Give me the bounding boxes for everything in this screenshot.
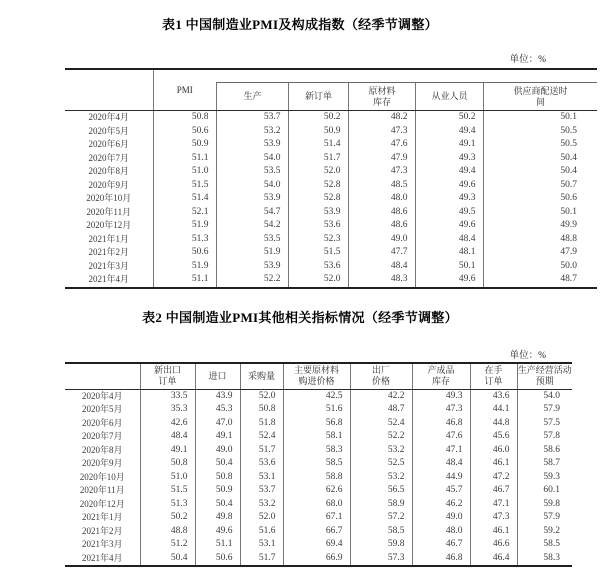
value-cell: 46.4 <box>470 552 517 567</box>
value-cell: 46.6 <box>470 538 517 552</box>
value-cell: 46.1 <box>470 525 517 539</box>
row-label: 2020年7月 <box>81 431 123 441</box>
value-cell: 57.9 <box>517 403 572 417</box>
value-cell: 57.9 <box>517 511 572 525</box>
value-cell: 52.4 <box>240 430 283 444</box>
table2-container <box>65 362 572 567</box>
value-cell: 50.4 <box>483 165 597 179</box>
value-cell: 47.1 <box>470 498 517 512</box>
value-cell: 48.0 <box>412 525 470 539</box>
table-row <box>65 484 572 498</box>
value-cell: 53.1 <box>240 538 283 552</box>
value-cell: 48.7 <box>350 403 412 417</box>
table1-header <box>65 69 597 111</box>
value-cell: 53.5 <box>216 165 288 179</box>
table-row <box>65 233 597 247</box>
value-cell: 53.9 <box>288 206 348 220</box>
value-cell: 46.8 <box>412 417 470 431</box>
value-cell: 50.1 <box>483 111 597 125</box>
table-row <box>65 552 572 567</box>
value-cell: 47.2 <box>470 471 517 485</box>
value-cell: 49.6 <box>415 273 483 288</box>
pmi-composition-table <box>65 68 597 289</box>
value-cell: 48.6 <box>348 219 415 233</box>
table-row <box>65 192 597 206</box>
value-cell: 58.7 <box>517 457 572 471</box>
row-label: 2020年11月 <box>86 206 132 217</box>
value-cell: 53.6 <box>288 219 348 233</box>
row-label: 2020年6月 <box>88 139 129 149</box>
row-label: 2020年11月 <box>79 485 125 495</box>
table-row <box>65 471 572 485</box>
value-cell: 47.3 <box>470 511 517 525</box>
value-cell: 45.6 <box>470 430 517 444</box>
value-cell: 42.2 <box>350 389 412 403</box>
value-cell: 51.3 <box>140 498 195 512</box>
value-cell: 59.8 <box>517 498 572 512</box>
col-header <box>65 69 153 111</box>
value-cell: 58.6 <box>517 444 572 458</box>
value-cell: 53.5 <box>216 233 288 247</box>
value-cell: 53.9 <box>216 138 288 152</box>
value-cell: 50.1 <box>483 206 597 220</box>
value-cell: 52.0 <box>240 511 283 525</box>
col-header: 生产经营活动 预期 <box>517 363 572 389</box>
table-row <box>65 498 572 512</box>
value-cell: 45.3 <box>195 403 240 417</box>
row-label: 2020年4月 <box>88 112 129 122</box>
value-cell: 59.3 <box>517 471 572 485</box>
value-cell: 50.9 <box>195 484 240 498</box>
row-label: 2021年2月 <box>88 247 129 257</box>
table-row <box>65 246 597 260</box>
row-label: 2020年5月 <box>81 404 123 414</box>
value-cell: 49.0 <box>195 444 240 458</box>
value-cell: 47.6 <box>348 138 415 152</box>
table-row <box>65 219 597 233</box>
value-cell: 50.2 <box>288 111 348 125</box>
table1-body <box>65 111 597 288</box>
value-cell: 50.9 <box>288 125 348 139</box>
row-label: 2020年12月 <box>86 220 132 230</box>
value-cell: 35.3 <box>140 403 195 417</box>
value-cell: 69.4 <box>283 538 350 552</box>
value-cell: 58.3 <box>517 552 572 567</box>
value-cell: 49.1 <box>195 430 240 444</box>
value-cell: 52.3 <box>288 233 348 247</box>
value-cell: 54.7 <box>216 206 288 220</box>
value-cell: 43.6 <box>470 389 517 403</box>
value-cell: 49.9 <box>483 219 597 233</box>
value-cell: 51.8 <box>240 417 283 431</box>
value-cell: 51.1 <box>153 152 216 166</box>
value-cell: 48.6 <box>348 206 415 220</box>
value-cell: 66.9 <box>283 552 350 567</box>
col-header: 采购量 <box>240 363 283 389</box>
value-cell: 67.1 <box>283 511 350 525</box>
value-cell: 47.6 <box>412 430 470 444</box>
col-header: 在手 订单 <box>470 363 517 389</box>
value-cell: 46.8 <box>412 552 470 567</box>
value-cell: 51.6 <box>240 525 283 539</box>
value-cell: 53.7 <box>216 111 288 125</box>
value-cell: 53.1 <box>240 471 283 485</box>
table-row <box>65 511 572 525</box>
value-cell: 49.4 <box>415 125 483 139</box>
value-cell: 50.8 <box>195 471 240 485</box>
table-row <box>65 273 597 288</box>
row-label: 2021年1月 <box>81 512 123 522</box>
table2-title: 表2 中国制造业PMI其他相关指标情况（经季节调整） <box>142 310 458 325</box>
value-cell: 48.1 <box>415 246 483 260</box>
value-cell: 59.8 <box>350 538 412 552</box>
value-cell: 58.1 <box>283 430 350 444</box>
value-cell: 49.1 <box>140 444 195 458</box>
table-row <box>65 165 597 179</box>
value-cell: 44.8 <box>470 417 517 431</box>
value-cell: 50.1 <box>415 260 483 274</box>
value-cell: 51.0 <box>140 471 195 485</box>
value-cell: 47.9 <box>348 152 415 166</box>
value-cell: 60.1 <box>517 484 572 498</box>
value-cell: 51.6 <box>283 403 350 417</box>
value-cell: 47.3 <box>348 125 415 139</box>
header-row <box>65 69 597 111</box>
value-cell: 53.9 <box>216 192 288 206</box>
table-row <box>65 457 572 471</box>
value-cell: 51.5 <box>153 179 216 193</box>
value-cell: 53.7 <box>240 484 283 498</box>
value-cell: 52.8 <box>288 179 348 193</box>
value-cell: 43.9 <box>195 389 240 403</box>
col-header: 原材料 库存 <box>348 69 415 111</box>
value-cell: 57.5 <box>517 417 572 431</box>
value-cell: 50.8 <box>153 111 216 125</box>
value-cell: 51.5 <box>288 246 348 260</box>
table-row <box>65 111 597 125</box>
row-label: 2020年12月 <box>79 498 125 509</box>
value-cell: 51.9 <box>153 260 216 274</box>
value-cell: 50.4 <box>195 498 240 512</box>
value-cell: 53.2 <box>240 498 283 512</box>
row-label: 2020年8月 <box>88 166 129 176</box>
value-cell: 47.9 <box>483 246 597 260</box>
value-cell: 58.5 <box>350 525 412 539</box>
value-cell: 49.3 <box>415 192 483 206</box>
value-cell: 52.8 <box>288 192 348 206</box>
table1-title: 表1 中国制造业PMI及构成指数（经季节调整） <box>162 17 438 32</box>
table-row <box>65 179 597 193</box>
value-cell: 48.3 <box>348 273 415 288</box>
value-cell: 66.7 <box>283 525 350 539</box>
value-cell: 49.4 <box>415 165 483 179</box>
value-cell: 46.1 <box>470 457 517 471</box>
value-cell: 57.3 <box>350 552 412 567</box>
value-cell: 51.7 <box>240 552 283 567</box>
value-cell: 50.4 <box>195 457 240 471</box>
row-label: 2021年1月 <box>88 233 129 244</box>
value-cell: 52.5 <box>350 457 412 471</box>
table1-unit-label: 单位：% <box>509 55 546 65</box>
value-cell: 50.4 <box>483 152 597 166</box>
value-cell: 53.2 <box>350 444 412 458</box>
value-cell: 52.0 <box>240 389 283 403</box>
value-cell: 54.0 <box>517 389 572 403</box>
table-row <box>65 389 572 403</box>
row-label: 2020年5月 <box>88 125 129 136</box>
value-cell: 50.6 <box>483 192 597 206</box>
row-label: 2020年10月 <box>86 193 132 203</box>
value-cell: 58.9 <box>350 498 412 512</box>
value-cell: 47.1 <box>412 444 470 458</box>
value-cell: 45.7 <box>412 484 470 498</box>
value-cell: 51.7 <box>288 152 348 166</box>
table-row <box>65 417 572 431</box>
value-cell: 54.0 <box>216 179 288 193</box>
value-cell: 50.9 <box>153 138 216 152</box>
value-cell: 50.6 <box>153 246 216 260</box>
value-cell: 52.0 <box>288 165 348 179</box>
row-label: 2020年4月 <box>81 390 123 401</box>
value-cell: 51.7 <box>240 444 283 458</box>
value-cell: 50.7 <box>483 179 597 193</box>
value-cell: 47.0 <box>195 417 240 431</box>
col-header <box>65 363 140 389</box>
value-cell: 51.2 <box>140 538 195 552</box>
value-cell: 51.1 <box>195 538 240 552</box>
value-cell: 51.5 <box>140 484 195 498</box>
value-cell: 56.5 <box>350 484 412 498</box>
value-cell: 51.9 <box>153 219 216 233</box>
col-header: 新订单 <box>288 69 348 111</box>
value-cell: 57.2 <box>350 511 412 525</box>
value-cell: 50.5 <box>483 138 597 152</box>
value-cell: 46.7 <box>412 538 470 552</box>
value-cell: 46.7 <box>470 484 517 498</box>
value-cell: 58.3 <box>283 444 350 458</box>
col-header: 出厂 价格 <box>350 363 412 389</box>
row-label: 2020年9月 <box>88 179 129 190</box>
value-cell: 48.4 <box>140 430 195 444</box>
value-cell: 49.3 <box>415 152 483 166</box>
value-cell: 58.8 <box>283 471 350 485</box>
table-row <box>65 538 572 552</box>
col-header: 新出口 订单 <box>140 363 195 389</box>
value-cell: 52.4 <box>350 417 412 431</box>
value-cell: 44.1 <box>470 403 517 417</box>
value-cell: 51.3 <box>153 233 216 247</box>
table-row <box>65 206 597 220</box>
value-cell: 54.0 <box>216 152 288 166</box>
value-cell: 49.0 <box>348 233 415 247</box>
value-cell: 53.9 <box>216 260 288 274</box>
value-cell: 49.6 <box>415 219 483 233</box>
value-cell: 56.8 <box>283 417 350 431</box>
table2-header <box>65 363 572 389</box>
value-cell: 51.0 <box>153 165 216 179</box>
value-cell: 49.6 <box>195 525 240 539</box>
value-cell: 50.2 <box>140 511 195 525</box>
value-cell: 50.8 <box>240 403 283 417</box>
value-cell: 48.0 <box>348 192 415 206</box>
row-label: 2020年8月 <box>81 444 123 455</box>
value-cell: 50.4 <box>140 552 195 567</box>
table1-container <box>65 68 597 289</box>
value-cell: 48.2 <box>348 111 415 125</box>
value-cell: 50.0 <box>483 260 597 274</box>
value-cell: 58.5 <box>517 538 572 552</box>
value-cell: 42.6 <box>140 417 195 431</box>
col-header: 生产 <box>216 69 288 111</box>
table-row <box>65 430 572 444</box>
row-label: 2021年2月 <box>81 525 123 536</box>
table-row <box>65 125 597 139</box>
value-cell: 51.4 <box>288 138 348 152</box>
col-header: 从业人员 <box>415 69 483 111</box>
value-cell: 44.9 <box>412 471 470 485</box>
table-row <box>65 444 572 458</box>
col-header: PMI <box>153 69 216 111</box>
row-label: 2020年10月 <box>79 471 125 482</box>
value-cell: 48.4 <box>415 233 483 247</box>
row-label: 2021年4月 <box>81 552 123 563</box>
table2-body <box>65 389 572 566</box>
value-cell: 49.5 <box>415 206 483 220</box>
value-cell: 59.2 <box>517 525 572 539</box>
value-cell: 52.0 <box>288 273 348 288</box>
row-label: 2021年3月 <box>81 539 123 549</box>
value-cell: 42.5 <box>283 389 350 403</box>
value-cell: 46.0 <box>470 444 517 458</box>
row-label: 2020年9月 <box>81 458 123 468</box>
col-header: 供应商配送时 间 <box>483 69 597 111</box>
col-header: 主要原材料 购进价格 <box>283 363 350 389</box>
value-cell: 53.6 <box>240 457 283 471</box>
value-cell: 49.0 <box>412 511 470 525</box>
value-cell: 50.6 <box>195 552 240 567</box>
value-cell: 48.4 <box>412 457 470 471</box>
value-cell: 53.2 <box>216 125 288 139</box>
value-cell: 52.1 <box>153 206 216 220</box>
value-cell: 50.6 <box>153 125 216 139</box>
value-cell: 52.2 <box>350 430 412 444</box>
value-cell: 57.8 <box>517 430 572 444</box>
row-label: 2020年7月 <box>88 152 129 163</box>
value-cell: 53.2 <box>350 471 412 485</box>
row-label: 2021年3月 <box>88 260 129 271</box>
col-header: 进口 <box>195 363 240 389</box>
value-cell: 49.6 <box>415 179 483 193</box>
value-cell: 51.9 <box>216 246 288 260</box>
value-cell: 52.2 <box>216 273 288 288</box>
value-cell: 48.8 <box>483 233 597 247</box>
value-cell: 51.1 <box>153 273 216 288</box>
table-row <box>65 152 597 166</box>
value-cell: 50.5 <box>483 125 597 139</box>
value-cell: 50.2 <box>415 111 483 125</box>
value-cell: 53.6 <box>288 260 348 274</box>
value-cell: 48.8 <box>140 525 195 539</box>
value-cell: 68.0 <box>283 498 350 512</box>
value-cell: 33.5 <box>140 389 195 403</box>
value-cell: 49.1 <box>415 138 483 152</box>
value-cell: 48.4 <box>348 260 415 274</box>
value-cell: 54.2 <box>216 219 288 233</box>
value-cell: 49.8 <box>195 511 240 525</box>
header-row <box>65 363 572 389</box>
value-cell: 48.5 <box>348 179 415 193</box>
value-cell: 47.7 <box>348 246 415 260</box>
value-cell: 47.3 <box>412 403 470 417</box>
value-cell: 50.8 <box>140 457 195 471</box>
value-cell: 49.3 <box>412 389 470 403</box>
table2-unit-label: 单位：% <box>509 351 546 361</box>
table-row <box>65 403 572 417</box>
table-row <box>65 260 597 274</box>
row-label: 2021年4月 <box>88 274 129 284</box>
value-cell: 48.7 <box>483 273 597 288</box>
table-row <box>65 138 597 152</box>
col-header: 产成品 库存 <box>412 363 470 389</box>
value-cell: 51.4 <box>153 192 216 206</box>
value-cell: 46.2 <box>412 498 470 512</box>
row-label: 2020年6月 <box>81 417 123 428</box>
value-cell: 62.6 <box>283 484 350 498</box>
pmi-related-indicators-table <box>65 362 572 567</box>
table-row <box>65 525 572 539</box>
value-cell: 47.3 <box>348 165 415 179</box>
value-cell: 58.5 <box>283 457 350 471</box>
